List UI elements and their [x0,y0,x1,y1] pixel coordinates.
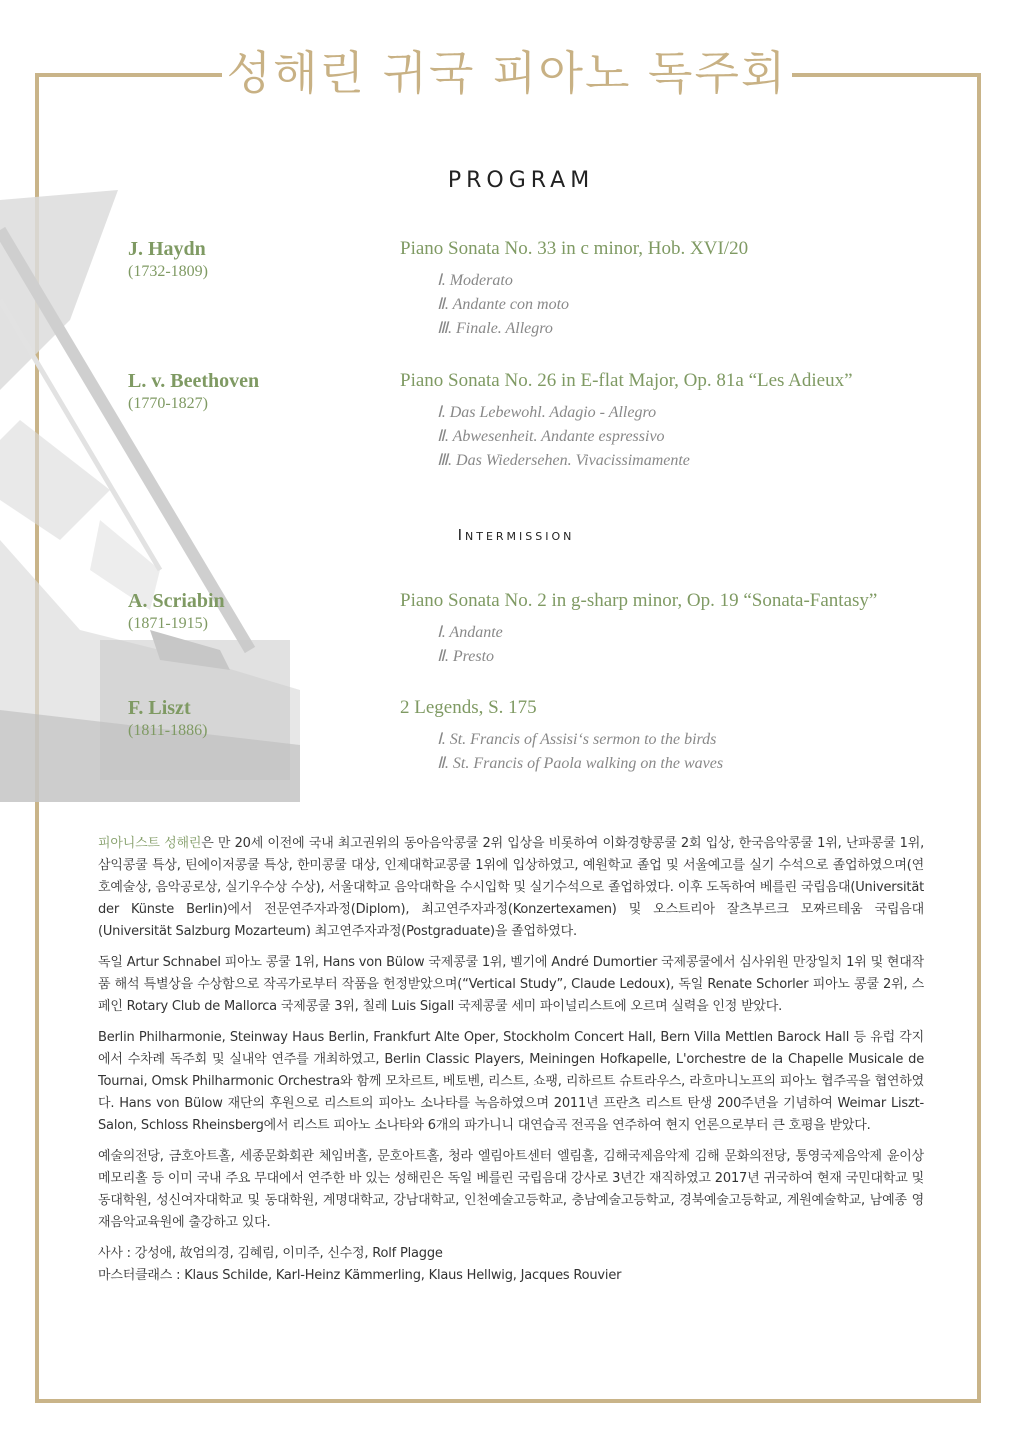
composer-years: (1871-1915) [128,615,208,632]
movement-list [437,728,960,776]
teachers-line: 사사 : 강성애, 故엄의경, 김혜림, 이미주, 신수정, Rolf Plagge [98,1246,443,1261]
bio-paragraph: 독일 Artur Schnabel 피아노 콩쿨 1위, Hans von Bülow 국제콩쿨 1위, 벨기에 André Dumortier 국제콩쿨에서 심사위원 만장일치 1위 및 현대작품 해석 특별상을 수상함으로 작곡가로부터 작품을 헌정받았으며(“Vertical Study”, Claude Ledoux), 독일 Renate Schorler 피아노 콩쿨 2위, 스페인 Rotary Club de Mallorca 국제콩쿨 3위, 칠레 Luis Sigall 국제콩쿨 세미 파이널리스트에 오르며 실력을 인정 받았다. [98,955,924,1014]
teachers-list [98,1243,924,1287]
bio-text: 은 만 20세 이전에 국내 최고권위의 동아음악콩쿨 2위 입상을 비롯하여 이화경향콩쿨 2회 입상, 한국음악콩쿨 1위, 난파콩쿨 1위, 삼익콩쿨 특상, 틴에이저콩쿨 특상, 한미콩쿨 대상, 인제대학교콩쿨 1위에 입상하였고, 예원학교 졸업 및 서울예고를 실기 수석으로 졸업하였으며(연호예술상, 음악공로상, 실기우수상 수상), 서울대학교 음악대학을 수시입학 및 실기수석으로 졸업하였다. 이후 도독하여 베를린 국립음대(Universität der Künste Berlin)에서 전문연주자과정(Diplom), 최고연주자과정(Konzertexamen) 및 오스트리아 잘츠부르크 모짜르테움 국립음대(Universität Salzburg Mozarteum) 최고연주자과정(Postgraduate)을 졸업하였다. [98,836,924,939]
composer-name: F. Liszt [128,697,191,719]
intermission-heading: Intermission [457,526,575,544]
bio-paragraph: Berlin Philharmonie, Steinway Haus Berlin, Frankfurt Alte Oper, Stockholm Concert Hall, Bern Villa Mettlen Barock Hall 등 유럽 각지에서 수차례 독주회 및 실내악 연주를 개최하였고, Berlin Classic Players, Meiningen Hofkapelle, L'orchestre de la Chapelle Musicale de Tournai, Omsk Philharmonic Orchestra와 함께 모차르트, 베토벤, 리스트, 쇼팽, 리하르트 슈트라우스, 라흐마니노프의 피아노 협주곡을 협연하였다. Hans von Bülow 재단의 후원으로 리스트의 피아노 소나타를 녹음하였으며 2011년 프란츠 리스트 탄생 200주년을 기념하여 Weimar Liszt-Salon, Schloss Rheinsberg에서 리스트 피아노 소나타와 6개의 파가니니 대연습곡 전곡을 연주하여 현지 언론으로부터 큰 호평을 받았다. [98,1030,924,1133]
work-title: Piano Sonata No. 33 in c minor, Hob. XVI/20 [400,238,749,259]
composer-name: A. Scriabin [128,590,225,612]
movement-item: Ⅰ. Das Lebewohl. Adagio - Allegro [437,404,657,421]
work-title: Piano Sonata No. 26 in E-flat Major, Op. 81a “Les Adieux” [400,370,853,391]
movement-item: Ⅱ. Andante con moto [437,296,570,313]
composer-haydn [128,237,208,283]
biography [98,833,924,1287]
movement-item: Ⅲ. Finale. Allegro [437,320,553,337]
recital-title: 성해린 귀국 피아노 독주회 [226,46,788,100]
composer-years: (1732-1809) [128,263,208,280]
movement-list [437,621,960,669]
work-scriabin [400,589,960,669]
work-title: 2 Legends, S. 175 [400,697,537,718]
bio-paragraph [98,833,924,943]
pianist-name: 피아니스트 성해린 [98,836,202,851]
movement-item: Ⅲ. Das Wiedersehen. Vivacissimamente [437,452,690,469]
work-title: Piano Sonata No. 2 in g-sharp minor, Op. 19 “Sonata-Fantasy” [400,590,878,611]
composer-name: J. Haydn [128,238,206,260]
composer-liszt [128,696,207,742]
movement-item: Ⅱ. Abwesenheit. Andante espressivo [437,428,665,445]
composer-years: (1811-1886) [128,722,208,739]
movement-item: Ⅱ. Presto [437,648,495,665]
movement-item: Ⅰ. Andante [437,624,503,641]
work-beethoven [400,369,960,473]
composer-scriabin [128,589,225,635]
movement-item: Ⅱ. St. Francis of Paola walking on the waves [437,755,724,772]
bio-paragraph: 예술의전당, 금호아트홀, 세종문화회관 체임버홀, 문호아트홀, 청라 엘림아트센터 엘림홀, 김해국제음악제 김해 문화의전당, 통영국제음악제 윤이상 메모리홀 등 이미 국내 주요 무대에서 연주한 바 있는 성해린은 독일 베를린 국립음대 강사로 3년간 재직하였고 2017년 귀국하여 현재 국민대학교 및 동대학원, 성신여자대학교 및 동대학원, 계명대학교, 강남대학교, 인천예술고등학교, 충남예술고등학교, 경북예술고등학교, 계원예술학교, 남예종 영재음악교육원에 출강하고 있다. [98,1149,924,1230]
work-liszt [400,696,960,776]
work-haydn [400,237,960,341]
composer-beethoven [128,369,259,415]
movement-list [437,269,960,341]
program-heading: PROGRAM [447,168,595,193]
movement-item: Ⅰ. St. Francis of Assisi‘s sermon to the birds [437,731,717,748]
composer-name: L. v. Beethoven [128,370,260,392]
composer-years: (1770-1827) [128,395,208,412]
movement-item: Ⅰ. Moderato [437,272,513,289]
movement-list [437,401,960,473]
masterclass-line: 마스터클래스 : Klaus Schilde, Karl-Heinz Kämmerling, Klaus Hellwig, Jacques Rouvier [98,1268,622,1283]
